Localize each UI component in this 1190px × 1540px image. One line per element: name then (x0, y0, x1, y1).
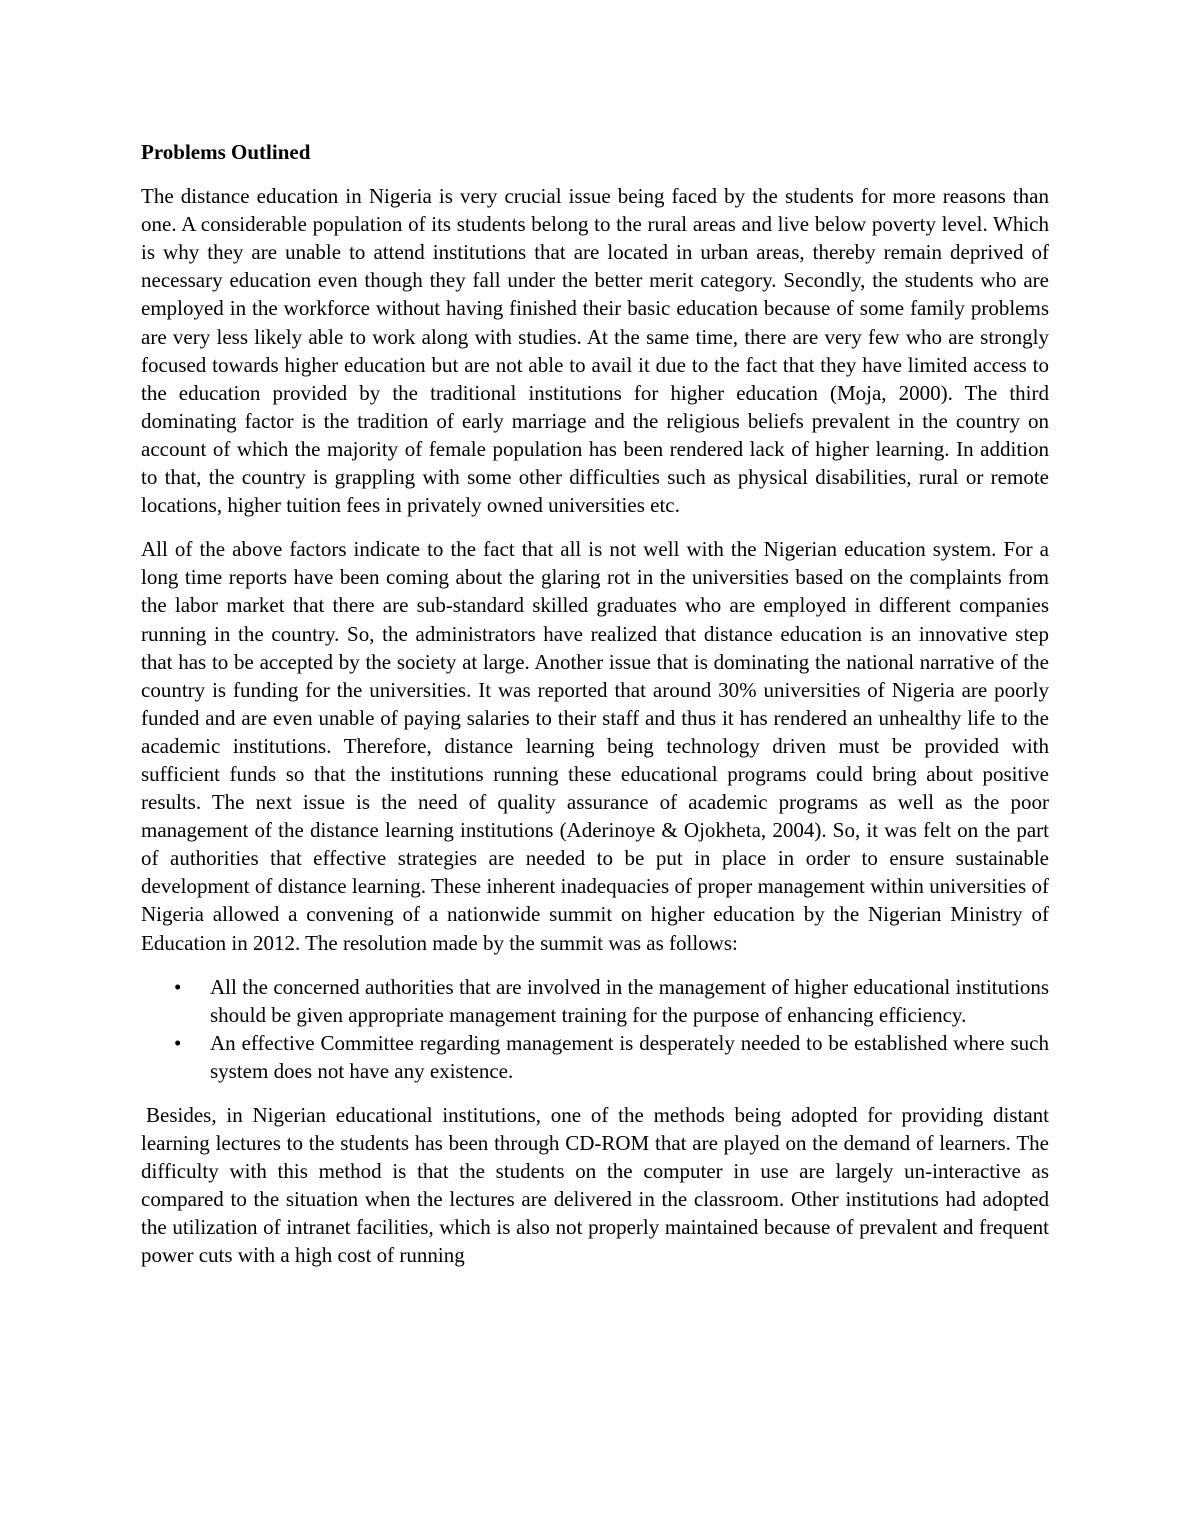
document-page (141, 138, 1049, 1286)
list-item (141, 1029, 1049, 1085)
paragraph-factors: All of the above factors indicate to the fact that all is not well with the Nigerian education system. For a long time reports have been coming about the glaring rot in the universities based on the complaints from the labor market that there are sub-standard skilled graduates who are employed in different companies running in the country. So, the administrators have realized that distance education is an innovative step that has to be accepted by the society at large. Another issue that is dominating the national narrative of the country is funding for the universities. It was reported that around 30% universities of Nigeria are poorly funded and are even unable of paying salaries to their staff and thus it has rendered an unhealthy life to the academic institutions. Therefore, distance learning being technology driven must be provided with sufficient funds so that the institutions running these educational programs could bring about positive results. The next issue is the need of quality assurance of academic programs as well as the poor management of the distance learning institutions (Aderinoye & Ojokheta, 2004). So, it was felt on the part of authorities that effective strategies are needed to be put in place in order to ensure sustainable development of distance learning. These inherent inadequacies of proper management within universities of Nigeria allowed a convening of a nationwide summit on higher education by the Nigerian Ministry of Education in 2012. The resolution made by the summit was as follows: (141, 537, 1049, 955)
list-item (141, 973, 1049, 1029)
list-item-text: An effective Committee regarding management is desperately needed to be established where such system does not have any existence. (210, 1030, 1049, 1083)
bullet-icon: • (174, 1030, 182, 1055)
bullet-icon: • (174, 974, 182, 999)
paragraph-closing: Besides, in Nigerian educational institutions, one of the methods being adopted for providing distant learning lectures to the students has been through CD-ROM that are played on the demand of learners. The difficulty with this method is that the students on the computer in use are largely un-interactive as compared to the situation when the lectures are delivered in the classroom. Other institutions had adopted the utilization of intranet facilities, which is also not properly maintained because of prevalent and frequent power cuts with a high cost of running (141, 1103, 1049, 1268)
paragraph-problems: The distance education in Nigeria is very crucial issue being faced by the students for more reasons than one. A considerable population of its students belong to the rural areas and live below poverty level. Which is why they are unable to attend institutions that are located in urban areas, thereby remain deprived of necessary education even though they fall under the better merit category. Secondly, the students who are employed in the workforce without having finished their basic education because of some family problems are very less likely able to work along with studies. At the same time, there are very few who are strongly focused towards higher education but are not able to avail it due to the fact that they have limited access to the education provided by the traditional institutions for higher education (Moja, 2000). The third dominating factor is the tradition of early marriage and the religious beliefs prevalent in the country on account of which the majority of female population has been rendered lack of higher learning. In addition to that, the country is grappling with some other difficulties such as physical disabilities, rural or remote locations, higher tuition fees in privately owned universities etc. (141, 184, 1049, 518)
list-item-text: All the concerned authorities that are involved in the management of higher educational institutions should be given appropriate management training for the purpose of enhancing efficiency. (210, 974, 1049, 1027)
resolution-list (141, 973, 1049, 1085)
section-heading: Problems Outlined (141, 140, 311, 164)
